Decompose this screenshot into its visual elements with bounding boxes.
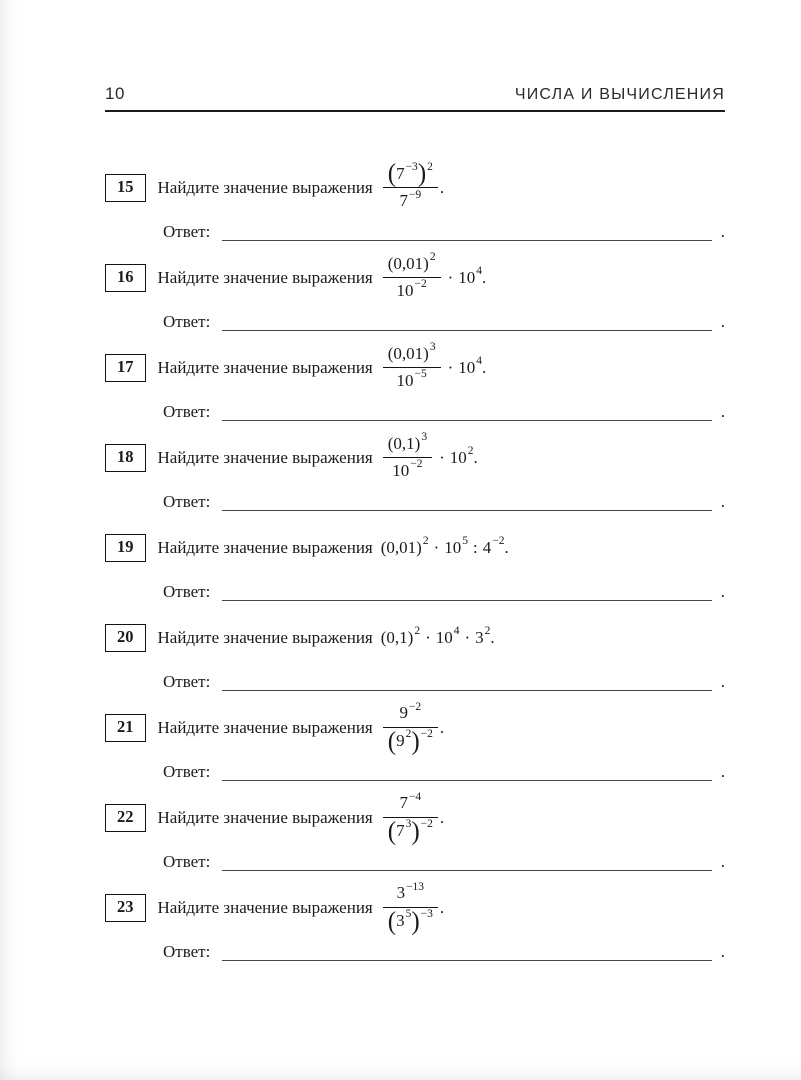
problem-number: 17 [117, 357, 134, 377]
answer-label: Ответ: [163, 312, 211, 332]
math-expression: (0,01) 2 · 10 5 : 4 −2 . [380, 535, 509, 557]
problem-row [105, 250, 725, 306]
math-expression: ( 7 −3 ) 2 7 −9 . [381, 162, 444, 214]
problem-row [105, 340, 725, 396]
answer-row [163, 216, 725, 242]
answer-period: . [720, 492, 725, 512]
problem-number: 20 [117, 627, 134, 647]
math-expression: (0,01) 2 10 −2 · 10 4 . [381, 253, 487, 304]
problem-number-box [105, 444, 146, 471]
problem-block [105, 700, 725, 790]
answer-blank-line [222, 866, 711, 871]
problem-prompt: Найдите значение выражения [157, 178, 373, 197]
answer-blank-line [222, 416, 711, 421]
problem-number-box [105, 714, 146, 741]
math-expression: (0,01) 3 10 −5 · 10 4 . [381, 343, 487, 394]
page-number: 10 [105, 84, 125, 103]
answer-period: . [720, 852, 725, 872]
page-header [105, 84, 725, 112]
problem-block [105, 430, 725, 520]
answer-row [163, 666, 725, 692]
problem-block [105, 340, 725, 430]
answer-label: Ответ: [163, 492, 211, 512]
problem-block [105, 610, 725, 700]
math-expression: 9 −2 ( 9 2 ) −2 . [381, 702, 444, 754]
problem-row [105, 790, 725, 846]
answer-row [163, 306, 725, 332]
problem-number: 22 [117, 807, 134, 827]
answer-row [163, 936, 725, 962]
answer-period: . [720, 942, 725, 962]
answer-row [163, 396, 725, 422]
problem-prompt: Найдите значение выражения [157, 628, 373, 647]
answer-label: Ответ: [163, 222, 211, 242]
problem-prompt: Найдите значение выражения [157, 268, 373, 287]
problem-block [105, 160, 725, 250]
problem-block [105, 790, 725, 880]
problem-number-box [105, 264, 146, 291]
answer-period: . [720, 402, 725, 422]
problem-row [105, 160, 725, 216]
answer-label: Ответ: [163, 942, 211, 962]
problem-number: 21 [117, 717, 134, 737]
problem-prompt: Найдите значение выражения [157, 808, 373, 827]
problem-number: 18 [117, 447, 134, 467]
problem-prompt: Найдите значение выражения [157, 718, 373, 737]
problem-number-box [105, 534, 146, 561]
problem-number-box [105, 804, 146, 831]
problem-row [105, 700, 725, 756]
problem-block [105, 520, 725, 610]
answer-period: . [720, 582, 725, 602]
problem-number-box [105, 354, 146, 381]
problem-number-box [105, 624, 146, 651]
math-expression: 3 −13 ( 3 5 ) −3 . [381, 882, 444, 934]
problem-prompt: Найдите значение выражения [157, 538, 373, 557]
answer-label: Ответ: [163, 672, 211, 692]
answer-period: . [720, 672, 725, 692]
section-title: ЧИСЛА И ВЫЧИСЛЕНИЯ [514, 86, 725, 103]
problem-number: 19 [117, 537, 134, 557]
answer-period: . [720, 312, 725, 332]
answer-blank-line [222, 326, 711, 331]
answer-label: Ответ: [163, 402, 211, 422]
answer-blank-line [222, 506, 711, 511]
problems-list [105, 112, 725, 970]
answer-label: Ответ: [163, 582, 211, 602]
answer-blank-line [222, 236, 711, 241]
answer-blank-line [222, 596, 711, 601]
math-expression: (0,1) 3 10 −2 · 10 2 . [381, 433, 478, 484]
problem-prompt: Найдите значение выражения [157, 448, 373, 467]
answer-label: Ответ: [163, 852, 211, 872]
problem-number: 16 [117, 267, 134, 287]
answer-blank-line [222, 686, 711, 691]
answer-row [163, 846, 725, 872]
problem-number: 23 [117, 897, 134, 917]
problem-number-box [105, 894, 146, 921]
problem-number-box [105, 174, 146, 201]
problem-number: 15 [117, 177, 134, 197]
problem-row [105, 430, 725, 486]
math-expression: (0,1) 2 · 10 4 · 3 2 . [380, 625, 495, 647]
problem-row [105, 520, 725, 576]
answer-label: Ответ: [163, 762, 211, 782]
problem-prompt: Найдите значение выражения [157, 358, 373, 377]
answer-blank-line [222, 956, 711, 961]
problem-block [105, 880, 725, 970]
answer-row [163, 576, 725, 602]
answer-period: . [720, 762, 725, 782]
problem-row [105, 610, 725, 666]
problem-prompt: Найдите значение выражения [157, 898, 373, 917]
answer-row [163, 756, 725, 782]
math-expression: 7 −4 ( 7 3 ) −2 . [381, 792, 444, 844]
problem-row [105, 880, 725, 936]
answer-row [163, 486, 725, 512]
problem-block [105, 250, 725, 340]
answer-period: . [720, 222, 725, 242]
answer-blank-line [222, 776, 711, 781]
